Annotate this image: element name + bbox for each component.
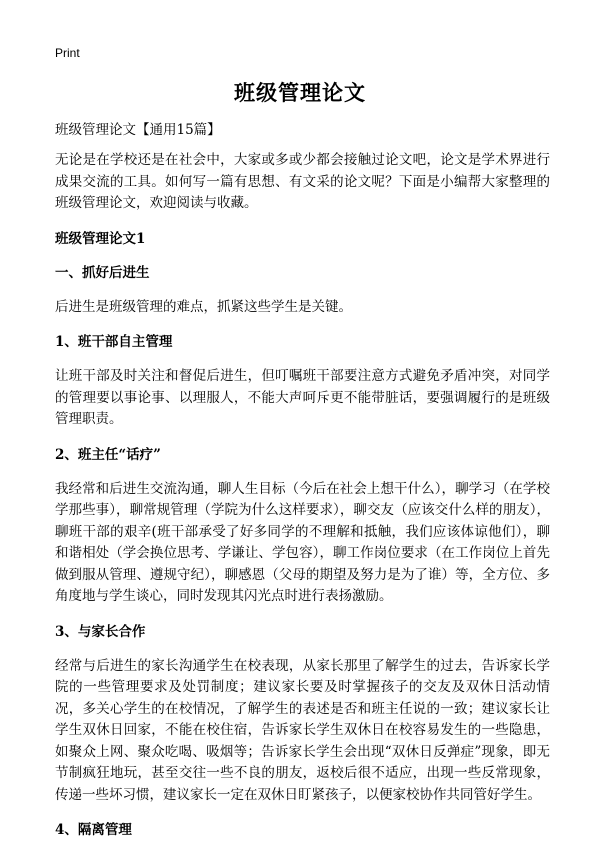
section-body-1: 后进生是班级管理的难点，抓紧这些学生是关键。 [55,298,352,315]
section-body-3: 我经常和后进生交流沟通，聊人生目标（今后在社会上想干什么），聊学习（在学校学那些事），聊常规管理（学院为什么这样要求），聊交友（应该交什么样的朋友），聊班干部的艰辛(班干部承受了好多同学的不理解和抵触，我们应该体谅他们），聊和谐相处（学会换位思考、学谦让、学包容），聊工作岗位要求（在工作岗位上首先做到服从管理、遵规守纪），聊感恩（父母的期望及努力是为了谁）等，全方位、多角度地与学生谈心，同时发现其闪光点时进行表扬激励。 [55,480,550,604]
section-heading-2: 1、班干部自主管理 [55,334,173,350]
print-label[interactable]: Print [55,46,80,60]
document-title: 班级管理论文 [234,80,366,105]
section-body-2: 让班干部及时关注和督促后进生，但叮嘱班干部要注意方式避免矛盾冲突，对同学的管理要以事论事、以理服人，不能大声呵斥更不能带脏话，要强调履行的是班级管理职责。 [55,368,550,427]
essay-heading: 班级管理论文1 [55,230,146,247]
section-heading-1: 一、抓好后进生 [55,264,150,281]
document-content [55,120,550,854]
intro-paragraph: 无论是在学校还是在社会中，大家或多或少都会接触过论文吧，论文是学术界进行成果交流的工具。如何写一篇有思想、有文采的论文呢？下面是小编帮大家整理的班级管理论文，欢迎阅读与收藏。 [55,152,550,211]
section-heading-5: 4、隔离管理 [55,822,132,838]
document-subtitle: 班级管理论文【通用15篇】 [55,122,221,138]
section-body-4: 经常与后进生的家长沟通学生在校表现，从家长那里了解学生的过去，告诉家长学院的一些管理要求及处罚制度；建议家长要及时掌握孩子的交友及双休日活动情况，多关心学生的在校情况，了解学生的表述是否和班主任说的一致；建议家长让学生双休日回家，不能在校住宿，告诉家长学生双休日在校容易发生的一些隐患，如聚众上网、聚众吃喝、吸烟等；告诉家长学生会出现“双休日反弹症”现象，即无节制疯狂地玩，甚至交往一些不良的朋友，返校后很不适应，出现一些反常现象，传递一些坏习惯，建议家长一定在双休日盯紧孩子，以便家校协作共同管好学生。 [55,657,550,803]
section-heading-4: 3、与家长合作 [55,623,146,640]
section-heading-3: 2、班主任“话疗” [55,446,161,463]
